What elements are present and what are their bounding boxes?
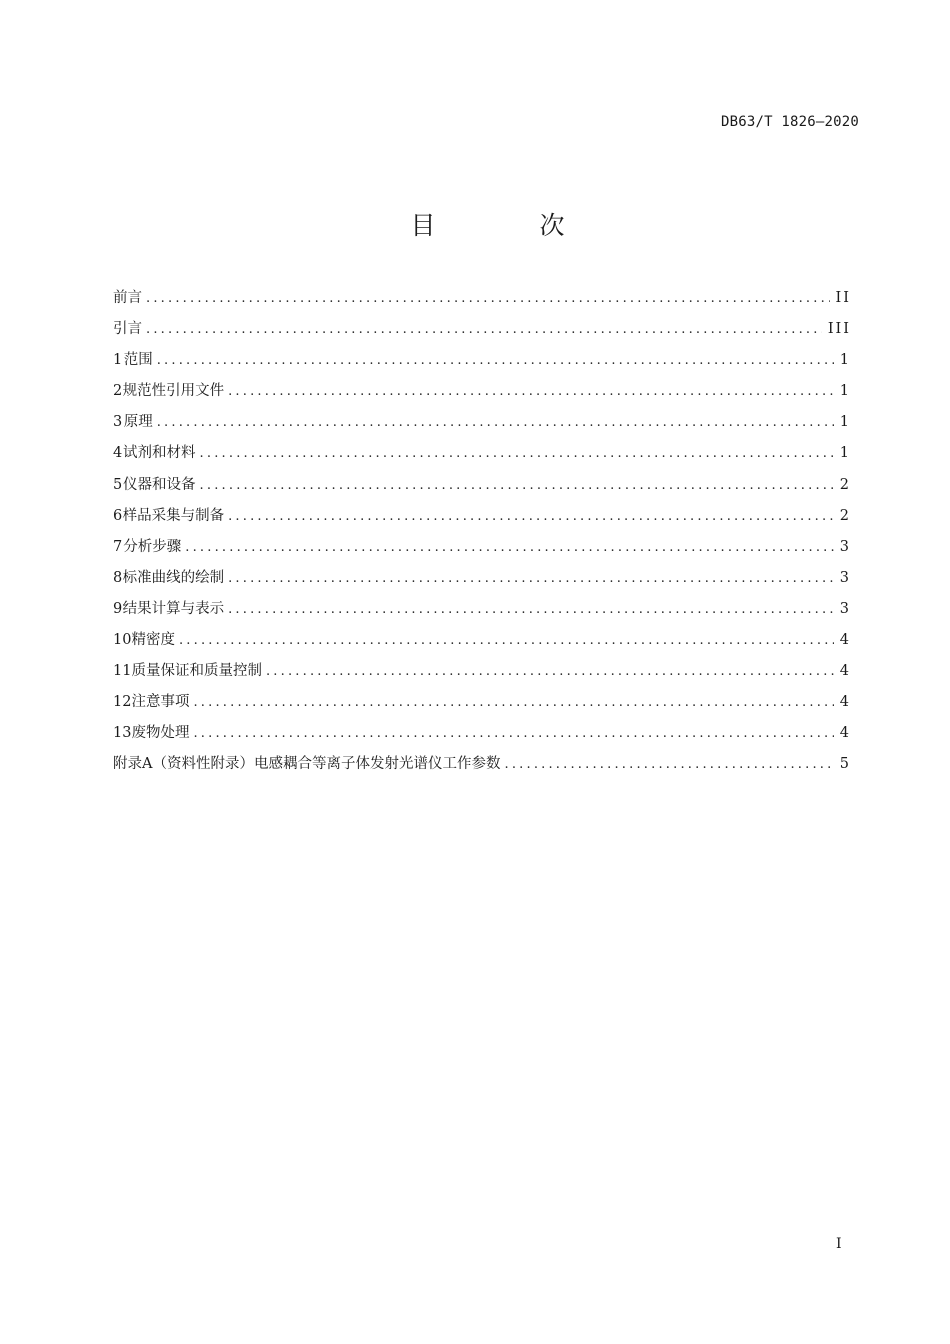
toc-entry-11[interactable] [113, 660, 851, 691]
toc-entry-label: 标准曲线的绘制 [122, 569, 225, 586]
toc-entry-12[interactable] [113, 691, 851, 722]
toc-entry-label: 试剂和材料 [123, 445, 196, 462]
toc-entry-page: 1 [839, 383, 851, 400]
toc-entry-page: 1 [839, 352, 851, 369]
toc-entry-page: II [835, 290, 851, 306]
toc-entry-number: 13 [113, 725, 132, 742]
toc-entry-label: 注意事项 [131, 694, 190, 711]
toc-entry-label: 引言 [113, 321, 142, 338]
toc-leader-dots [266, 661, 834, 683]
toc-entry-page: 4 [839, 663, 851, 680]
toc-entry-label: 前言 [113, 290, 142, 306]
toc-entry-page: 2 [839, 476, 851, 493]
toc-entry-number: 4 [113, 445, 123, 462]
toc-leader-dots [193, 723, 833, 745]
toc-leader-dots [146, 319, 822, 341]
toc-leader-dots [228, 568, 834, 590]
toc-leader-dots [200, 443, 834, 465]
toc-entry-label: 精密度 [131, 632, 175, 649]
toc-entry-3[interactable] [113, 411, 851, 442]
toc-entry-4[interactable] [113, 442, 851, 473]
toc-leader-dots [157, 412, 834, 434]
toc-entry-number: 附录A（资料性附录） [113, 756, 254, 773]
toc-entry-9[interactable] [113, 598, 851, 629]
toc-leader-dots [228, 506, 834, 528]
toc-entry-label: 仪器和设备 [123, 476, 196, 493]
toc-entry-label: 结果计算与表示 [122, 600, 225, 617]
table-of-contents [113, 287, 851, 785]
toc-entry-number: 9 [113, 600, 123, 617]
toc-entry-number: 7 [113, 538, 123, 555]
toc-entry-5[interactable] [113, 474, 851, 505]
toc-entry-introduction[interactable] [113, 318, 851, 349]
toc-entry-preface[interactable] [113, 287, 851, 318]
toc-entry-page: III [827, 321, 851, 338]
toc-entry-label: 范围 [123, 352, 153, 369]
toc-leader-dots [157, 350, 834, 372]
toc-entry-page: 3 [839, 600, 851, 617]
toc-entry-label: 电感耦合等离子体发射光谱仪工作参数 [253, 756, 501, 773]
toc-entry-label: 质量保证和质量控制 [131, 663, 262, 680]
toc-entry-number: 2 [113, 383, 123, 400]
toc-entry-page: 3 [839, 538, 851, 555]
toc-entry-appendix-a[interactable] [113, 753, 851, 784]
toc-entry-13[interactable] [113, 722, 851, 753]
toc-leader-dots [504, 754, 833, 776]
toc-entry-page: 3 [839, 569, 851, 586]
toc-entry-number: 12 [113, 694, 132, 711]
toc-leader-dots [185, 537, 834, 559]
toc-entry-2[interactable] [113, 380, 851, 411]
toc-entry-7[interactable] [113, 536, 851, 567]
toc-leader-dots [146, 288, 830, 310]
toc-entry-page: 4 [839, 725, 851, 742]
toc-entry-page: 5 [839, 756, 851, 773]
toc-entry-label: 废物处理 [131, 725, 190, 742]
toc-entry-number: 10 [113, 632, 132, 649]
toc-leader-dots [193, 692, 833, 714]
page-number: I [836, 1236, 842, 1252]
toc-entry-page: 4 [839, 632, 851, 649]
toc-leader-dots [200, 475, 834, 497]
toc-entry-label: 样品采集与制备 [122, 507, 225, 524]
toc-title: 目 次 [410, 211, 613, 240]
toc-entry-number: 6 [113, 507, 123, 524]
toc-entry-10[interactable] [113, 629, 851, 660]
toc-entry-label: 分析步骤 [123, 538, 182, 555]
toc-entry-number: 3 [113, 414, 123, 431]
toc-entry-label: 原理 [123, 414, 153, 431]
toc-entry-6[interactable] [113, 505, 851, 536]
toc-entry-number: 11 [113, 663, 132, 680]
toc-entry-page: 1 [839, 414, 851, 431]
toc-entry-number: 1 [113, 352, 123, 369]
toc-entry-label: 规范性引用文件 [122, 383, 225, 400]
document-code: DB63/T 1826—2020 [720, 114, 859, 130]
toc-entry-page: 4 [839, 694, 851, 711]
toc-entry-1[interactable] [113, 349, 851, 380]
toc-entry-page: 1 [839, 445, 851, 462]
toc-leader-dots [228, 381, 834, 403]
toc-entry-page: 2 [839, 507, 851, 524]
toc-leader-dots [179, 630, 834, 652]
toc-entry-number: 5 [113, 476, 123, 493]
toc-leader-dots [228, 599, 834, 621]
toc-entry-number: 8 [113, 569, 123, 586]
toc-entry-8[interactable] [113, 567, 851, 598]
